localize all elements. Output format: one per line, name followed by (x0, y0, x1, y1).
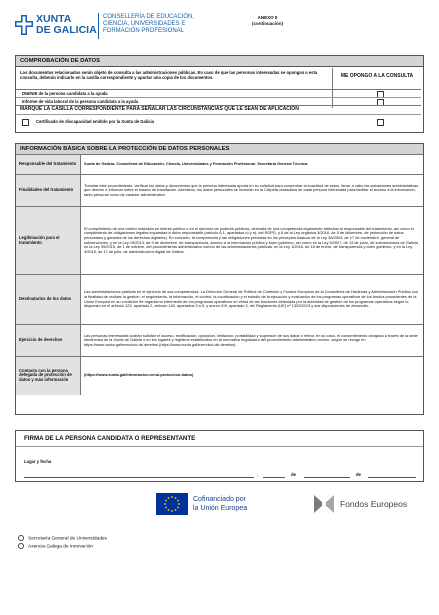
section-title: INFORMACIÓN BÁSICA SOBRE LA PROTECCIÓN DE DATOS PERSONALES (16, 144, 423, 154)
table-row (16, 325, 423, 357)
data-protection-section (15, 143, 424, 415)
table-row (16, 357, 423, 395)
table-row (16, 207, 423, 275)
row-label: Ejercicio de derechos (16, 325, 81, 357)
row-divider (16, 89, 421, 90)
place-field[interactable] (24, 469, 254, 478)
fondos-europeos-text: Fondos Europeos (340, 499, 408, 509)
comma-separator: , (257, 472, 259, 477)
row-divider (16, 114, 421, 115)
xunta-logo-icon (14, 14, 34, 36)
logo-line2: DE GALICIA (36, 24, 97, 36)
de-separator: de (356, 472, 361, 477)
place-date-label: Lugar y fecha (24, 459, 52, 464)
logo-divider (98, 13, 99, 39)
work-history-row-label: Informe de vida laboral de la persona candidata a la ayuda (22, 99, 139, 104)
section-title: FIRMA DE LA PERSONA CANDIDATA O REPRESENTANTE (16, 431, 423, 447)
data-protection-table (16, 154, 423, 395)
oppose-column-header: ME OPONGO A LA CONSULTA (340, 73, 414, 79)
eu-text-line: la Unión Europea (193, 505, 248, 512)
conselleria-name (103, 14, 194, 35)
row-label: Contacto con la persona delegada de protección de datos y más información (16, 357, 81, 395)
row-label: Finalidades del tratamiento (16, 175, 81, 207)
annex-label (252, 15, 283, 26)
conselleria-line: FORMACIÓN PROFESIONAL (103, 28, 185, 34)
row-divider (16, 97, 421, 98)
row-label: Legitimación para el tratamiento (16, 207, 81, 275)
row-label: Destinatarios de los datos (16, 275, 81, 325)
xunta-logo-text (36, 14, 97, 36)
row-text: Xunta de Galicia. Consellería de Educación, Ciencia, Universidades y Formación Profesional. Secretaría General Técnica. (81, 155, 424, 175)
recipient-label: Axencia Galega de Innovación (28, 544, 94, 550)
eu-cofinanced-text (193, 495, 247, 513)
disability-certificate-checkbox[interactable] (22, 119, 29, 126)
disability-certificate-right-checkbox[interactable] (377, 119, 384, 126)
annex-subtitle: (continuación) (252, 20, 283, 26)
row-text: El cumplimiento de una misión realizada en interés público o en el ejercicio de poderes públicos, derivada de una competencia legalmente atribuida al responsable del tratamiento, así como el cumplimiento de obligaciones legales impuestas a dicho responsable (artículo 6.1, apartados c) y e), del RGPD, y 8 de la Ley orgánica 3/2018, de 5 de diciembre, de protección de datos personales y garantía de los derechos digitales). En concreto, la competencia y las obligaciones previstas en los preceptos básicos de la Ley 38/2003, de 17 de noviembre, general de subvenciones, y en la Ley 19/2013, de 9 de diciembre, de transparencia, acceso a la información pública y buen gobierno, así como en la Ley 9/2007, de 13 de junio, de subvenciones de Galicia, en la Ley 39/2015, de 1 de octubre, del procedimiento administrativo común de las administraciones públicas, en la Ley 1/2016, de 18 de enero, de transparencia y buen gobierno, y en la Ley 4/2019, de 17 de julio, de administración digital de Galicia. (81, 207, 424, 275)
conselleria-line: CONSELLERÍA DE EDUCACIÓN, (103, 14, 195, 20)
list-item (18, 535, 107, 543)
fondos-europeos-icon (312, 493, 336, 515)
verification-intro: Los documentos relacionados serán objeto de consulta a las administraciones públicas. En caso de que las personas interesadas se opongan a esta consulta, deberán indicarlo en la casilla correspondiente y aportar una copia de los documentos. (20, 70, 318, 80)
table-row (16, 275, 423, 325)
table-row (16, 175, 423, 207)
de-separator: de (291, 472, 296, 477)
year-field[interactable] (368, 469, 416, 478)
month-field[interactable] (304, 469, 350, 478)
dni-row-label: DNI/NIE de la persona candidata a la ayuda (22, 91, 108, 96)
list-item (18, 543, 107, 551)
eu-text-line: Cofinanciado por (193, 496, 246, 503)
day-field[interactable] (263, 469, 285, 478)
row-text: (https://www.xunta.gal/informacion-xeral-proteccion-datos) (81, 357, 424, 395)
column-divider (332, 68, 333, 108)
row-text: Tramitar este procedimiento, verificar los datos y documentos que la persona interesada aporta en su solicitud para comprobar la exactitud de estos, llevar a cabo las actuaciones administrativas que deriven e informar sobre el estado de tramitación. Asimismo, los datos personales se incluirán en la Carpeta ciudadana de cada persona interesada para facilitar el acceso a la información, tanto personal como de carácter administrativo. (81, 175, 424, 207)
table-row (16, 155, 423, 175)
bullet-circle-icon (18, 543, 24, 549)
recipients-list (18, 535, 107, 552)
logo-line1: XUNTA (36, 13, 72, 25)
row-text: Las administraciones públicas en el ejercicio de sus competencias. La Dirección General de Política de Cohesión y Fondos Europeos de la Consellería de Hacienda y Administración Pública con la finalidad de realizar la gestión, el seguimiento, la información, el control, la coordinación y el estudio de la ejecución y evaluación de los programas operativos de los fondos procedentes de la Unión Europea en su condición de organismo intermedio de los programas operativos en virtud de las funciones atribuidas por la autoridad de gestión de los programas operativos según lo dispuesto en el artículo 123, apartado 2, artículo 140, apartados 3 a 5, y anexo XIII, apartado 3, del Reglamento (UE) nº 1303/2013 y sus disposiciones de desarrollo. (81, 275, 424, 325)
bullet-circle-icon (18, 535, 24, 541)
conselleria-line: CIENCIA, UNIVERSIDADES E (103, 21, 186, 27)
recipient-label: Secretaría General de Universidades (28, 536, 107, 542)
disability-certificate-label: Certificado de discapacidad emitido por la Xunta de Galicia (36, 119, 154, 124)
annex-title: ANEXO II (257, 15, 278, 20)
circumstances-title: MARQUE LA CASILLA CORRESPONDIENTE PARA SEÑALAR LAS CIRCUNSTANCIAS QUE LE SEAN DE APLICACIÓN (20, 106, 299, 112)
row-text: Las personas interesadas podrán solicitar el acceso, rectificación, oposición, limitación, portabilidad y supresión de sus datos o retirar, en su caso, el consentimiento otorgado a través de la sede electrónica de la Xunta de Galicia o en los lugares y registros establecidos en la normativa reguladora del procedimiento administrativo común, según se recoge en https://www.xunta.gal/exercicio-de-dereitos (https://www.xunta.gal/exercicio-de-dereitos) (81, 325, 424, 357)
signature-section (15, 430, 424, 482)
row-label: Responsable del tratamiento (16, 155, 81, 175)
section-title: COMPROBACIÓN DE DATOS (16, 56, 423, 67)
eu-flag-icon (156, 493, 188, 515)
data-verification-section (15, 55, 424, 133)
